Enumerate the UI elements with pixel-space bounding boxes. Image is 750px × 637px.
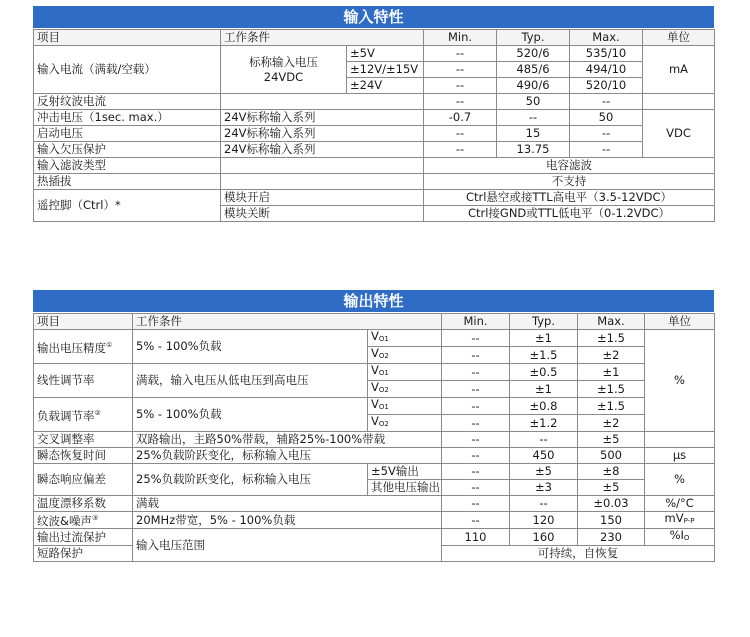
row-condition: 模块开启 [221,190,424,206]
output-spec-table [33,313,715,562]
sub-condition: $V_{O2}$ [368,415,442,432]
typ-value: ±1.2 [510,415,578,432]
header-row [34,314,715,330]
min-value: -- [424,78,497,94]
typ-value: 520/6 [497,46,570,62]
header-row [34,30,715,46]
table-row [34,330,715,347]
row-item: 交叉调整率 [34,432,133,448]
min-value: -- [424,62,497,78]
row-item: 输入滤波类型 [34,158,221,174]
sub-condition: ±5V [347,46,424,62]
unit-value: %/°C [645,496,715,512]
header-max: Max. [578,314,645,330]
min-value: -- [442,512,510,529]
min-value: -- [442,381,510,398]
table-row [34,126,715,142]
table-row [34,398,715,415]
header-typ: Typ. [497,30,570,46]
sub-condition: ±12V/±15V [347,62,424,78]
max-value: ±2 [578,347,645,364]
sub-condition: $V_{O2}$ [368,347,442,364]
unit-value: % [645,464,715,496]
header-unit: 单位 [643,30,715,46]
row-condition: 24V标称输入系列 [221,110,424,126]
header-typ: Typ. [510,314,578,330]
row-item: 冲击电压（1sec. max.） [34,110,221,126]
max-value: ±1 [578,364,645,381]
min-value: -- [442,330,510,347]
table-row [34,496,715,512]
unit-value: $\%I_O$ [645,529,715,546]
unit-value [643,94,715,110]
header-max: Max. [570,30,643,46]
table-row [34,364,715,381]
row-item: 热插拔 [34,174,221,190]
min-value: -- [442,398,510,415]
unit-value: % [645,330,715,432]
header-min: Min. [424,30,497,46]
typ-value: -- [510,432,578,448]
typ-value: ±3 [510,480,578,496]
condition-line-1: 标称输入电压 [249,54,318,69]
row-condition: 25%负载阶跃变化，标称输入电压 [133,464,368,496]
min-value: -- [442,480,510,496]
table-row [34,174,715,190]
typ-value: 120 [510,512,578,529]
unit-value [645,432,715,448]
max-value: 230 [578,529,645,546]
row-value: Ctrl接GND或TTL低电平（0-1.2VDC） [424,206,715,222]
table-row [34,512,715,529]
row-condition [221,174,424,190]
max-value: -- [570,142,643,158]
typ-value: 490/6 [497,78,570,94]
typ-value: 15 [497,126,570,142]
min-value: -- [442,347,510,364]
input-current-condition [221,46,347,94]
table-row [34,158,715,174]
sub-condition: ±5V输出 [368,464,442,480]
row-condition: 双路输出，主路50%带载，辅路25%-100%带载 [133,432,442,448]
row-item: 瞬态恢复时间 [34,448,133,464]
header-min: Min. [442,314,510,330]
max-value: ±0.03 [578,496,645,512]
row-item: 短路保护 [34,546,133,562]
typ-value: -- [497,110,570,126]
row-condition: 输入电压范围 [133,529,442,562]
row-value: 电容滤波 [424,158,715,174]
max-value: ±2 [578,415,645,432]
typ-value: ±0.8 [510,398,578,415]
row-condition: 24V标称输入系列 [221,126,424,142]
max-value: 150 [578,512,645,529]
row-value: 不支持 [424,174,715,190]
typ-value: ±5 [510,464,578,480]
table-row [34,94,715,110]
sub-condition: ±24V [347,78,424,94]
typ-value: ±1.5 [510,347,578,364]
header-unit: 单位 [645,314,715,330]
row-item: 输出过流保护 [34,529,133,546]
row-condition: 20MHz带宽，5% - 100%负载 [133,512,442,529]
table-row [34,464,715,480]
output-section-title: 输出特性 [33,290,714,312]
typ-value: ±1 [510,381,578,398]
min-value: -- [424,142,497,158]
min-value: -0.7 [424,110,497,126]
max-value: 50 [570,110,643,126]
max-value: 500 [578,448,645,464]
min-value: 110 [442,529,510,546]
header-item: 项目 [34,314,133,330]
min-value: -- [424,94,497,110]
input-section-title: 输入特性 [33,6,714,28]
typ-value: 13.75 [497,142,570,158]
row-value: Ctrl悬空或接TTL高电平（3.5-12VDC） [424,190,715,206]
header-condition: 工作条件 [221,30,424,46]
typ-value: ±0.5 [510,364,578,381]
sub-condition: $V_{O1}$ [368,330,442,347]
max-value: ±1.5 [578,381,645,398]
unit-value: $mV_{P-P}$ [645,512,715,529]
table-row [34,190,715,206]
min-value: -- [442,364,510,381]
typ-value: 485/6 [497,62,570,78]
min-value: -- [424,46,497,62]
max-value: ±5 [578,480,645,496]
max-value: 535/10 [570,46,643,62]
sub-condition: $V_{O1}$ [368,364,442,381]
row-item: 输入欠压保护 [34,142,221,158]
min-value: -- [442,415,510,432]
row-condition: 满载 [133,496,442,512]
typ-value: -- [510,496,578,512]
table-row [34,448,715,464]
table-row [34,46,715,62]
max-value: ±8 [578,464,645,480]
typ-value: 50 [497,94,570,110]
row-condition: 满载，输入电压从低电压到高电压 [133,364,368,398]
typ-value: 160 [510,529,578,546]
row-item: 启动电压 [34,126,221,142]
header-item: 项目 [34,30,221,46]
row-item: 线性调节率 [34,364,133,398]
row-condition [221,94,424,110]
row-condition: 5% - 100%负载 [133,398,368,432]
table-row [34,529,715,546]
sub-condition: $V_{O1}$ [368,398,442,415]
typ-value: ±1 [510,330,578,347]
sub-condition: 其他电压输出 [368,480,442,496]
condition-line-2: 24VDC [263,69,304,84]
row-condition: 24V标称输入系列 [221,142,424,158]
max-value: ±1.5 [578,398,645,415]
max-value: -- [570,126,643,142]
ctrl-item: 遥控脚（Ctrl）* [34,190,221,222]
table-row [34,432,715,448]
row-item: 负载调节率② [34,398,133,432]
unit-value: mA [643,46,715,94]
row-condition: 5% - 100%负载 [133,330,368,364]
row-item: 温度漂移系数 [34,496,133,512]
row-value: 可持续，自恢复 [442,546,715,562]
min-value: -- [442,464,510,480]
max-value: ±5 [578,432,645,448]
max-value: -- [570,94,643,110]
row-item: 反射纹波电流 [34,94,221,110]
row-item: 纹波&噪声③ [34,512,133,529]
unit-value: μs [645,448,715,464]
min-value: -- [442,448,510,464]
table-row [34,110,715,126]
min-value: -- [424,126,497,142]
typ-value: 450 [510,448,578,464]
input-current-item: 输入电流（满载/空载） [34,46,221,94]
header-condition: 工作条件 [133,314,442,330]
row-condition: 模块关断 [221,206,424,222]
max-value: 520/10 [570,78,643,94]
unit-value: VDC [643,110,715,158]
sub-condition: $V_{O2}$ [368,381,442,398]
max-value: 494/10 [570,62,643,78]
input-spec-table [33,29,715,222]
row-condition [221,158,424,174]
row-item: 输出电压精度① [34,330,133,364]
max-value: ±1.5 [578,330,645,347]
min-value: -- [442,432,510,448]
row-item: 瞬态响应偏差 [34,464,133,496]
min-value: -- [442,496,510,512]
table-row [34,142,715,158]
row-condition: 25%负载阶跃变化，标称输入电压 [133,448,442,464]
